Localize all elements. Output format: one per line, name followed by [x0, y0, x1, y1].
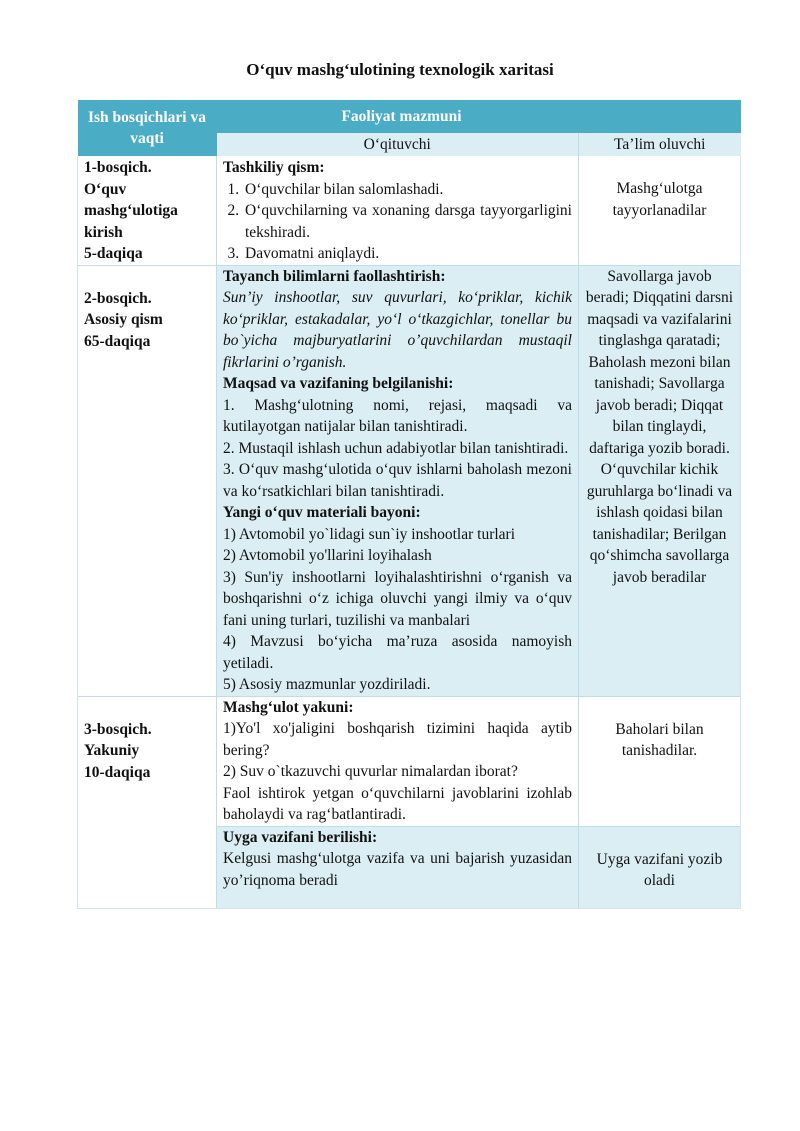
homework-heading: Uyga vazifani berilishi: — [223, 828, 378, 846]
stage2-heading-goals: Maqsad va vazifaning belgilanishi: — [223, 375, 454, 392]
goal-item: 3. O‘quv mashg‘ulotida o‘quv ishlarni baholash mezoni va ko‘rsatkichlari bilan tanishtiradi. — [223, 461, 572, 500]
stage1-line: 1-bosqich. — [84, 159, 152, 176]
homework-student: Uyga vazifani yozib oladi — [579, 826, 741, 908]
header-teacher: O‘qituvchi — [217, 133, 579, 156]
stage2-name — [78, 265, 217, 696]
stage3-question: 1)Yo'l xo'jaligini boshqarish tizimini haqida aytib bering? — [223, 720, 572, 759]
stage1-student: Mashg‘ulotga tayyorlanadilar — [579, 156, 741, 265]
homework-text: Kelgusi mashg‘ulotga vazifa va uni bajarish yuzasidan yo’riqnoma beradi — [223, 850, 572, 889]
goal-item: 1. Mashg‘ulotning nomi, rejasi, maqsadi va kutilayotgan natijalar bilan tanishtiradi. — [223, 396, 572, 435]
stage2-heading-activation: Tayanch bilimlarni faollashtirish: — [223, 267, 446, 285]
stage1-line: O‘quv — [84, 180, 127, 198]
header-stages-label: Ish bosqichlari va vaqti — [87, 109, 206, 147]
stage2-line: Asosiy qism — [84, 311, 163, 328]
list-item: 3. Davomatni aniqlaydi. — [243, 243, 572, 265]
material-item: 3) Sun'iy inshootlarni loyihalashtirishni o‘rganish va boshqarishni o‘z ichiga oluvchi yangi ilmiy va o‘quv fani uning turlari, tuzilishi va manbalari — [223, 568, 572, 629]
stage2-line: 2-bosqich. — [84, 289, 152, 307]
homework-teacher — [217, 826, 579, 908]
header-student: Ta’lim oluvchi — [579, 133, 741, 156]
list-item: 2. O‘quvchilarning va xonaning darsga tayyorgarligini tekshiradi. — [243, 200, 572, 243]
stage3-teacher — [217, 696, 579, 826]
material-item: 5) Asosiy mazmunlar yozdiriladi. — [223, 676, 431, 693]
stage2-student: Savollarga javob beradi; Diqqatini darsni maqsadi va vazifalarini tinglashga qaratadi; Baholash mezoni bilan tanishadi; Savollarga javob beradi; Diqqat bilan tinglaydi, daftariga yozib boradi. O‘quvchilar kichik guruhlarga bo‘linadi va ishlash qoidasi bilan tanishadilar; Berilgan qo‘shimcha savollarga javob beradilar — [579, 265, 741, 696]
stage3-question: 2) Suv o`tkazuvchi quvurlar nimalardan iborat? — [223, 763, 518, 780]
goal-item: 2. Mustaqil ishlash uchun adabiyotlar bilan tanishtiradi. — [223, 439, 569, 457]
stage3-closing: Faol ishtirok yetgan o‘quvchilarni javoblarini izohlab baholaydi va rag‘batlantiradi. — [223, 784, 572, 823]
stage1-line: 5-daqiqa — [84, 245, 143, 262]
page-title: O‘quv mashg‘ulotining texnologik xaritasi — [246, 60, 554, 79]
stage1-teacher — [217, 156, 579, 265]
stage1-line: mashg‘ulotiga — [84, 202, 178, 219]
stage3-name — [78, 696, 217, 908]
stage2-teacher — [217, 265, 579, 696]
stage3-line: 10-daqiqa — [84, 763, 151, 781]
header-activity — [217, 100, 741, 133]
stage3-line: 3-bosqich. — [84, 720, 152, 738]
stage1-line: kirish — [84, 223, 123, 241]
list-item: 1. O‘quvchilar bilan salomlashadi. — [243, 179, 572, 201]
material-item: 2) Avtomobil yo'llarini loyihalash — [223, 547, 432, 564]
stage2-heading-material: Yangi o‘quv materiali bayoni: — [223, 504, 421, 521]
stage3-line: Yakuniy — [84, 742, 140, 759]
material-item: 4) Mavzusi bo‘yicha ma’ruza asosida namoyish yetiladi. — [223, 633, 572, 672]
technology-map-table — [77, 100, 741, 909]
material-item: 1) Avtomobil yo`lidagi sun`iy inshootlar turlari — [223, 525, 516, 543]
stage3-student: Baholari bilan tanishadilar. — [579, 696, 741, 826]
stage3-heading: Mashg‘ulot yakuni: — [223, 698, 354, 716]
stage1-heading: Tashkiliy qism: — [223, 159, 325, 176]
stage2-italic-text: Sun’iy inshootlar, suv quvurlari, ko‘priklar, kichik ko‘priklar, estakadalar, yo‘l o‘tkazgichlar, tonellar bu bo`yicha majburyatlarini o’quvchilardan mustaqil fikrlarini o’rganish. — [223, 289, 572, 371]
header-activity-label: Faoliyat mazmuni — [341, 107, 462, 125]
stage1-name — [78, 156, 217, 265]
stage2-line: 65-daqiqa — [84, 332, 151, 350]
header-stages — [78, 100, 217, 156]
stage1-list — [223, 179, 572, 265]
